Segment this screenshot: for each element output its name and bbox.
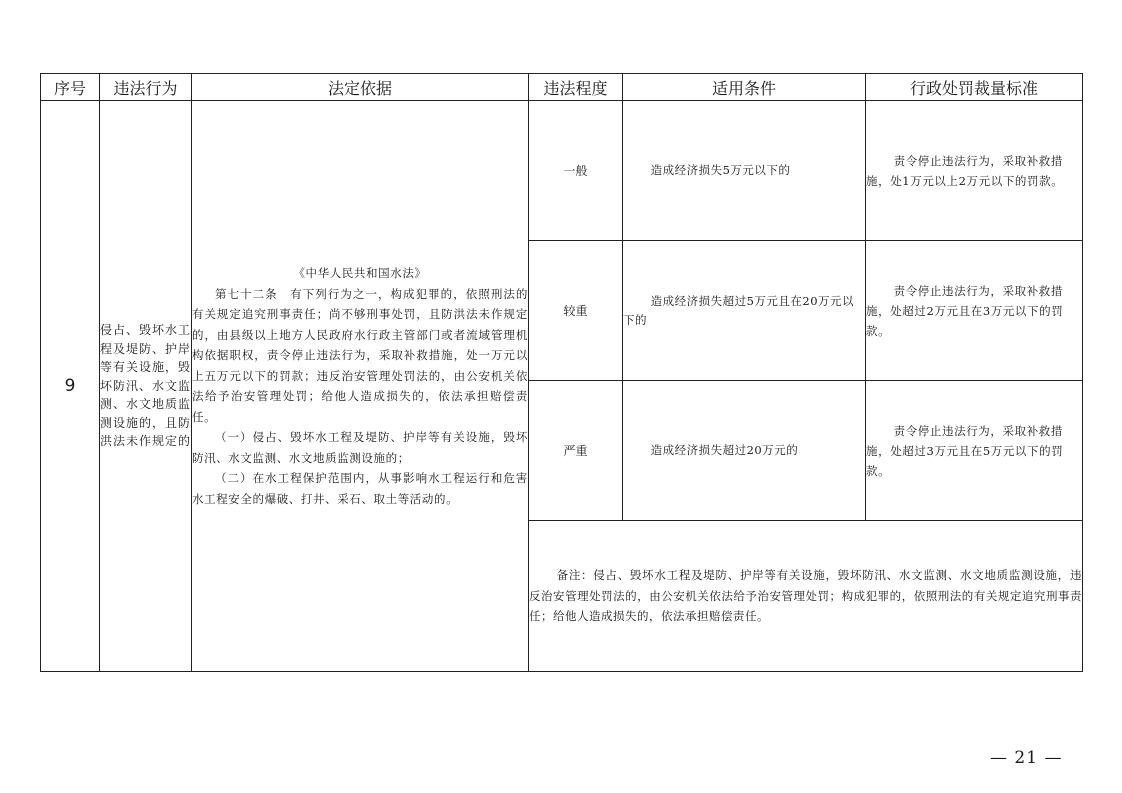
header-legal-basis: 法定依据 <box>192 74 529 101</box>
violation-text: 侵占、毁坏水工程及堤防、护岸等有关设施，毁坏防汛、水文监测、水文地质监测设施的，且防洪法未作规定的 <box>100 323 192 449</box>
header-standard: 行政处罚裁量标准 <box>866 74 1083 101</box>
condition-general-text: 造成经济损失5万元以下的 <box>650 163 791 177</box>
condition-serious-text: 造成经济损失超过5万元且在20万元以下的 <box>623 293 855 327</box>
severity-severe: 严重 <box>529 381 623 521</box>
page-number: — 21 — <box>990 748 1063 768</box>
header-violation: 违法行为 <box>100 74 192 101</box>
standard-serious <box>866 241 1083 381</box>
standard-general-text: 责令停止违法行为，采取补救措施，处1万元以上2万元以下的罚款。 <box>866 153 1064 188</box>
header-index: 序号 <box>41 74 100 101</box>
severity-serious: 较重 <box>529 241 623 381</box>
condition-severe-text: 造成经济损失超过20万元的 <box>650 443 799 457</box>
condition-serious <box>623 241 866 381</box>
table-row <box>41 101 1083 241</box>
law-item-1: （一）侵占、毁坏水工程及堤防、护岸等有关设施，毁坏防汛、水文监测、水文地质监测设施的； <box>192 430 528 465</box>
standard-severe-text: 责令停止违法行为，采取补救措施，处超过3万元且在5万元以下的罚款。 <box>866 423 1064 478</box>
violation-cell <box>100 101 192 672</box>
legal-basis-cell <box>192 101 529 672</box>
header-conditions: 适用条件 <box>623 74 866 101</box>
condition-general <box>623 101 866 241</box>
penalty-table <box>40 73 1083 672</box>
law-item-2: （二）在水工程保护范围内，从事影响水工程运行和危害水工程安全的爆破、打井、采石、取土等活动的。 <box>192 471 528 506</box>
standard-severe <box>866 381 1083 521</box>
law-title: 《中华人民共和国水法》 <box>293 266 427 280</box>
severity-general: 一般 <box>529 101 623 241</box>
standard-general <box>866 101 1083 241</box>
note-cell <box>529 521 1083 672</box>
table-header-row <box>41 74 1083 101</box>
law-article: 第七十二条 有下列行为之一，构成犯罪的，依照刑法的有关规定追究刑事责任；尚不够刑事处罚，且防洪法未作规定的，由县级以上地方人民政府水行政主管部门或者流域管理机构依据职权，责令停止违法行为，采取补救措施，处一万元以上五万元以下的罚款；违反治安管理处罚法的，由公安机关依法给予治安管理处罚；给他人造成损失的，依法承担赔偿责任。 <box>192 286 528 424</box>
note-text: 备注：侵占、毁坏水工程及堤防、护岸等有关设施，毁坏防汛、水文监测、水文地质监测设施，违反治安管理处罚法的，由公安机关依法给予治安管理处罚；构成犯罪的，依照刑法的有关规定追究刑事责任；给他人造成损失的，依法承担赔偿责任。 <box>529 568 1082 624</box>
standard-serious-text: 责令停止违法行为，采取补救措施，处超过2万元且在3万元以下的罚款。 <box>866 283 1064 338</box>
header-severity: 违法程度 <box>529 74 623 101</box>
condition-severe <box>623 381 866 521</box>
row-index: 9 <box>41 101 100 672</box>
